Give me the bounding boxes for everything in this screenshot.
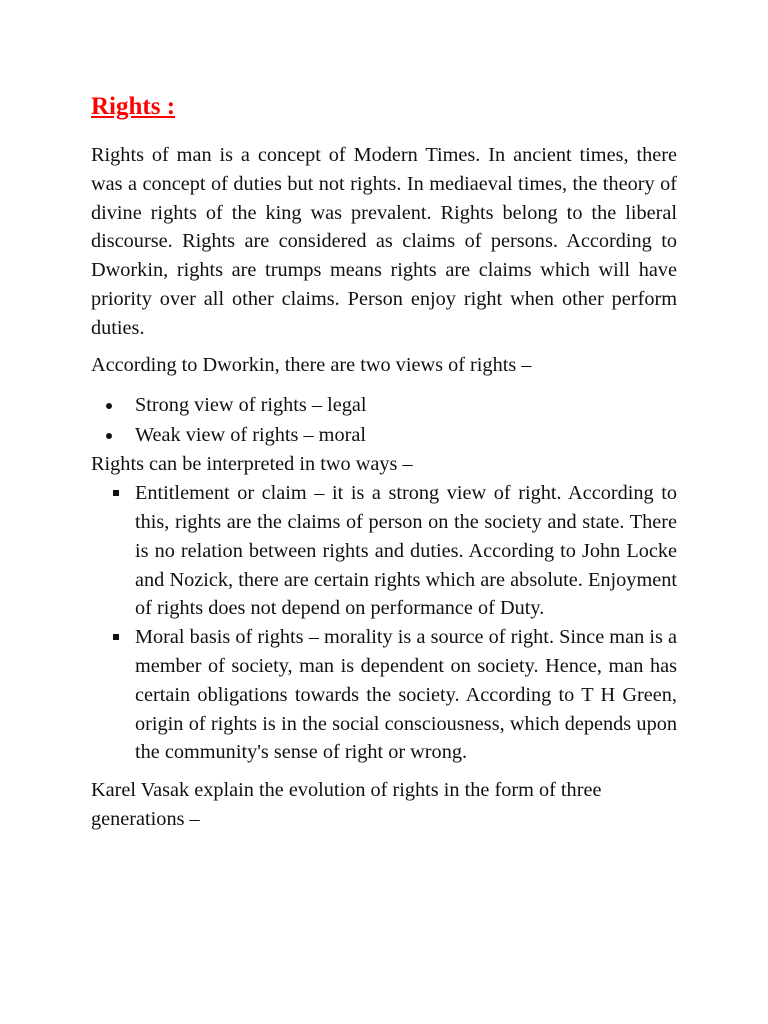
list-item: Weak view of rights – moral [91,421,677,451]
dworkin-views-list [91,391,677,450]
document-page [91,92,677,834]
intro-paragraph: Rights of man is a concept of Modern Times. In ancient times, there was a concept of duties but not rights. In mediaeval times, the theory of divine rights of the king was prevalent. Rights belong to the liberal discourse. Rights are considered as claims of persons. According to Dworkin, rights are trumps means rights are claims which will have priority over all other claims. Person enjoy right when other perform duties. [91,144,677,339]
interpretation-intro: Rights can be interpreted in two ways – [91,453,413,476]
list-item: Strong view of rights – legal [91,391,677,421]
vasak-paragraph: Karel Vasak explain the evolution of rights in the form of three generations – [91,779,602,830]
list-item: Entitlement or claim – it is a strong view of right. According to this, rights are the claims of person on the society and state. There is no relation between rights and duties. According to John Locke and Nozick, there are certain rights which are absolute. Enjoyment of rights does not depend on performance of Duty. [91,479,677,623]
page-title: Rights : [91,93,176,120]
dworkin-views-intro: According to Dworkin, there are two views of rights – [91,353,532,376]
list-item: Moral basis of rights – morality is a source of right. Since man is a member of society, man is dependent on society. Hence, man has certain obligations towards the society. According to T H Green, origin of rights is in the social consciousness, which depends upon the community's sense of right or wrong. [91,623,677,767]
interpretations-list [91,479,677,767]
